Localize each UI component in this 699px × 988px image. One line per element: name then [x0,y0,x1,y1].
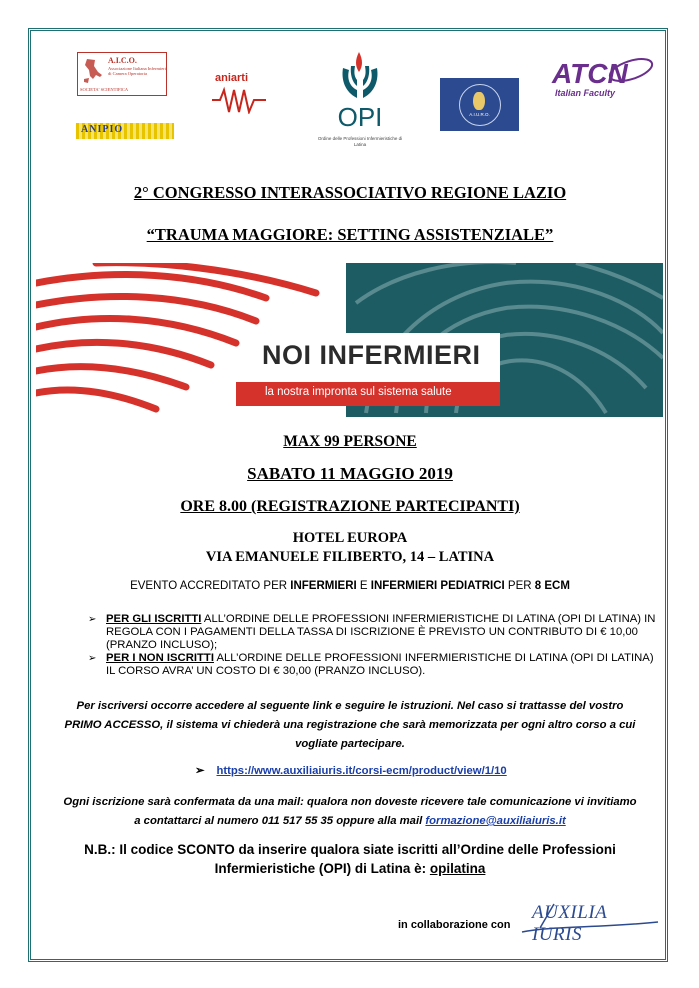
discount-code: opilatina [429,861,486,876]
aniarti-name: aniarti [215,72,249,84]
accreditation-mid: E [356,580,371,592]
arrow-bullet-icon: ➢ [195,765,205,777]
collaboration-label: in collaborazione con [398,919,511,931]
event-date: SABATO 11 MAGGIO 2019 [247,464,453,483]
accreditation-line [40,580,660,592]
event-time: ORE 8.00 (REGISTRAZIONE PARTECIPANTI) [180,498,520,515]
fee-item-text: ALL’ORDINE DELLE PROFESSIONI INFERMIERISTICHE DI LATINA (OPI DI LATINA) IL CORSO AVRA’ UN COSTO DI € 30,00 (PRANZO INCLUSO). [106,652,654,677]
banner-tagline: la nostra impronta sul sistema salute [265,386,452,398]
confirmation-text: Ogni iscrizione sarà confermata da una mail: qualora non doveste ricevere tale comunicazione vi invitiamo a contattarci al numero 011 517 55 35 oppure alla mail [63,796,637,827]
aiuro-logo [440,78,519,131]
fee-item-lead: PER I NON ISCRITTI [106,652,214,664]
fee-item-nonmembers [88,652,658,678]
anipio-name: ANIPIO [81,124,124,135]
banner-headline: NOI INFERMIERI [262,340,481,370]
discount-text: N.B.: Il codice SCONTO da inserire qualora siate iscritti all’Ordine delle Professioni Infermieristiche (OPI) di Latina è: [84,842,616,876]
italy-map-icon [81,57,105,85]
fee-item-lead: PER GLI ISCRITTI [106,613,202,625]
venue-address: VIA EMANUELE FILIBERTO, 14 – LATINA [205,549,495,565]
aico-name: A.I.C.O. [108,56,137,65]
discount-note [60,840,640,878]
accreditation-prefix: EVENTO ACCREDITATO PER [130,580,291,592]
opi-subtitle: Ordine delle Professioni Infermieristiche di Latina [317,136,403,147]
aico-tagline: SOCIETA' SCIENTIFICA [80,87,129,92]
accreditation-nurses: INFERMIERI [290,580,357,592]
kidney-icon [473,92,485,110]
registration-link-row [195,764,507,777]
atcn-name: ATCN [552,58,628,89]
banner-plate-tip [235,333,251,381]
auxilia-iuris-logo [520,898,660,945]
heartbeat-icon [210,86,268,114]
opi-hands-icon [337,50,383,102]
opi-name: OPI [337,102,383,132]
aniarti-logo [210,72,268,116]
registration-instructions: Per iscriversi occorre accedere al seguente link e seguire le istruzioni. Nel caso si trattasse del vostro PRIMO ACCESSO, il sistema vi chiederà una registrazione che sarà memorizzata per ogni altro corso a cui vogliate partecipare. [64,700,636,750]
accreditation-mid2: PER [504,580,535,592]
accreditation-pediatric: INFERMIERI PEDIATRICI [370,580,505,592]
congress-subtitle: “TRAUMA MAGGIORE: SETTING ASSISTENZIALE” [146,225,554,244]
registration-link[interactable]: https://www.auxiliaiuris.it/corsi-ecm/product/view/1/10 [216,765,507,777]
venue-hotel: HOTEL EUROPA [292,530,408,546]
max-people: MAX 99 PERSONE [283,433,417,450]
atcn-subtitle: Italian Faculty [555,88,616,98]
contact-email-link[interactable]: formazione@auxiliaiuris.it [425,815,566,827]
opi-logo [315,50,405,154]
campaign-banner [36,263,663,417]
accreditation-ecm: 8 ECM [534,580,570,592]
fee-item-text: ALL’ORDINE DELLE PROFESSIONI INFERMIERISTICHE DI LATINA (OPI DI LATINA) IN REGOLA CON I PAGAMENTI DELLA TASSA DI ISCRIZIONE È PREVISTO UN CONTRIBUTO DI € 10,00 (PRANZO INCLUSO); [106,613,656,651]
auxilia-iuris-name: AUXILIA IURIS [532,902,607,945]
aico-logo [77,52,167,96]
atcn-logo [547,55,657,99]
anipio-logo [76,123,174,139]
fee-item-members [88,613,658,652]
confirmation-note [60,793,640,831]
aiuro-name: A.I.U.R.O. [469,112,490,117]
fee-list [88,613,658,678]
aico-subtitle: Associazione Italiana Infermieri di Camera Operatoria [108,66,166,76]
congress-title: 2° CONGRESSO INTERASSOCIATIVO REGIONE LAZIO [133,183,567,202]
